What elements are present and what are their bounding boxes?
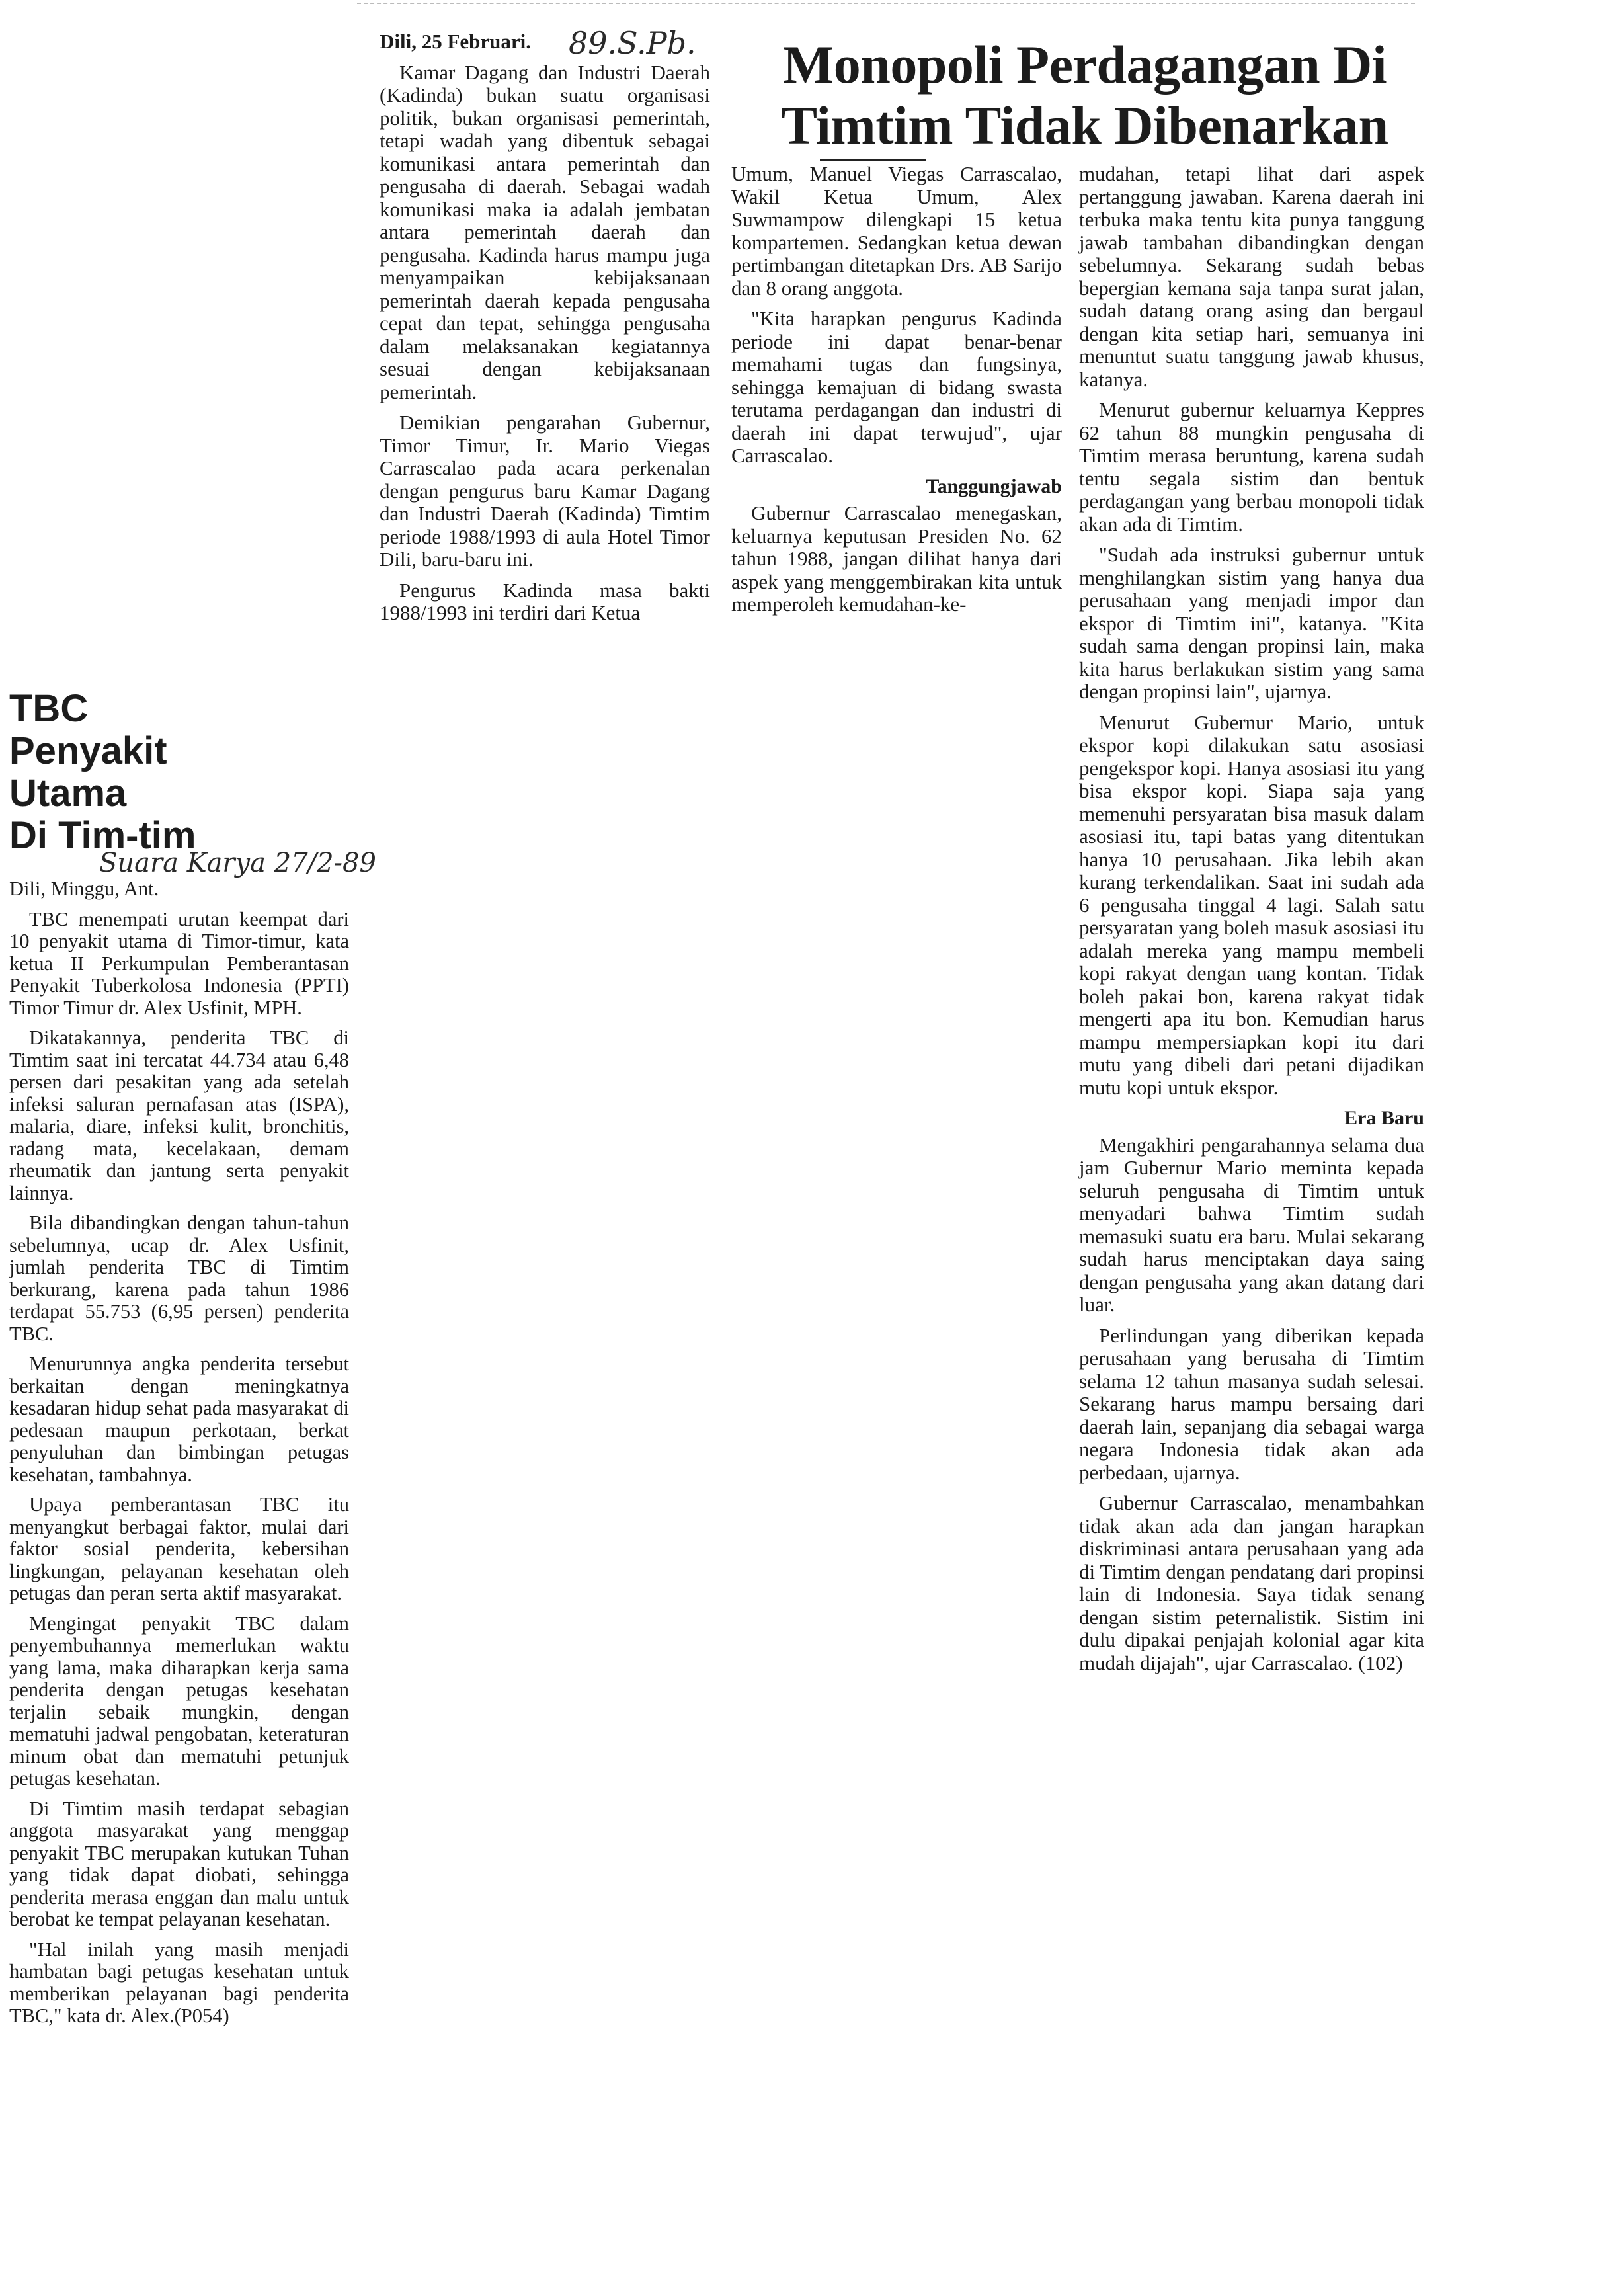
scan-edge [357, 3, 1415, 4]
paragraph: Menurut gubernur keluarnya Keppres 62 tahun 88 mungkin pengusaha di Timtim merasa beruntung, karena sudah tentu segala sistim dan bentuk perdagangan yang berbau monopoli tidak akan ada di Timtim. [1079, 398, 1424, 536]
paragraph: Perlindungan yang diberikan kepada perusahaan yang berusaha di Timtim selama 12 tahun masanya sudah selesai. Sekarang harus mampu bersaing dari daerah lain, sepanjang dia sebagai warga negara Indonesia tidak akan ada perbedaan, ujarnya. [1079, 1323, 1424, 1484]
main-article-column-3 [1079, 163, 1424, 1682]
headline-rule [820, 159, 926, 161]
main-article-column-1 [380, 30, 710, 633]
paragraph: Gubernur Carrascalao menegaskan, keluarnya keputusan Presiden No. 62 tahun 1988, jangan dilihat hanya dari aspek yang menggembirakan kita untuk memperoleh kemudahan-ke- [731, 501, 1062, 616]
side-dateline: Dili, Minggu, Ant. [9, 878, 159, 900]
paragraph: Bila dibandingkan dengan tahun-tahun sebelumnya, ucap dr. Alex Usfinit, jumlah penderita TBC di Timtim berkurang, karena pada tahun 1986 terdapat 55.753 (6,95 persen) penderita TBC. [9, 1211, 349, 1345]
paragraph: "Kita harapkan pengurus Kadinda periode ini dapat benar-benar memahami tugas dan fungsinya, sehingga kemajuan di bidang swasta terutama perdagangan dan industri di daerah ini dapat terwujud", ujar Carrascalao. [731, 307, 1062, 467]
paragraph: Menurunnya angka penderita tersebut berkaitan dengan meningkatnya kesadaran hidup sehat pada masyarakat di pedesaan maupun perkotaan, berkat penyuluhan dan bimbingan petugas kesehatan, tambahnya. [9, 1352, 349, 1486]
side-headline-line: Penyakit [9, 729, 167, 772]
paragraph: Mengingat penyakit TBC dalam penyembuhannya memerlukan waktu yang lama, maka diharapkan kerja sama penderita dengan petugas kesehatan terjalin sebaik mungkin, dengan mematuhi jadwal pengobatan, keteraturan minum obat dan mematuhi petunjuk petugas kesehatan. [9, 1612, 349, 1789]
side-handwritten-note: Suara Karya 27/2-89 [99, 848, 376, 878]
side-headline [9, 688, 227, 857]
subhead: Tanggungjawab [926, 475, 1062, 497]
paragraph: Gubernur Carrascalao, menambahkan tidak akan ada dan jangan harapkan diskriminasi antara perusahaan yang ada di Timtim dengan pendatang dari propinsi lain di Indonesia. Saya tidak senang dengan sistim peternalistik. Sistim ini dulu dipakai penjajah kolonial agar kita mudah dijajah", ujar Carrascalao. (102) [1079, 1491, 1424, 1674]
main-handwritten-note: 89.S.Pb. [569, 25, 696, 61]
paragraph: "Hal inilah yang masih menjadi hambatan bagi petugas kesehatan untuk memberikan pelayanan bagi penderita TBC," kata dr. Alex.(P054) [9, 1938, 349, 2027]
paragraph: Kamar Dagang dan Industri Daerah (Kadinda) bukan suatu organisasi politik, bukan organisasi pemerintah, tetapi wadah yang dibentuk sebagai komunikasi antara pemerintah dan pengusaha di daerah. Sebagai wadah komunikasi maka ia adalah jembatan antara pemerintah daerah dan pengusaha. Kadinda harus mampu juga menyampaikan kebijaksanaan pemerintah daerah kepada pengusaha cepat dan tepat, sehingga pengusaha dalam melaksanakan kegiatannya sesuai dengan kebijaksanaan pemerintah. [380, 60, 710, 403]
main-article-column-2 [731, 163, 1062, 624]
paragraph: TBC menempati urutan keempat dari 10 penyakit utama di Timor-timur, kata ketua II Perkumpulan Pemberantasan Penyakit Tuberkolosa Indonesia (PPTI) Timor Timur dr. Alex Usfinit, MPH. [9, 907, 349, 1019]
subhead: Era Baru [1344, 1107, 1424, 1129]
side-headline-line: Di Tim-tim [9, 814, 196, 857]
paragraph: Pengurus Kadinda masa bakti 1988/1993 ini terdiri dari Ketua [380, 578, 710, 624]
paragraph: Menurut Gubernur Mario, untuk ekspor kopi dilakukan satu asosiasi pengekspor kopi. Hanya asosiasi itu yang bisa ekspor kopi. Siapa saja yang memenuhi persyaratan bisa masuk dalam asosiasi itu, tapi batas yang ditentukan hanya 10 perusahaan. Jika lebih akan kurang terkendalikan. Saat ini sudah ada 6 pengusaha tinggal 4 lagi. Salah satu persyaratan yang boleh masuk asosiasi itu adalah mereka yang mampu membeli kopi rakyat dengan uang kontan. Tidak boleh pakai bon, karena rakyat tidak mengerti apa itu bon. Kemudian harus mampu mempersiapkan kopi itu dari mutu yang dibeli dari petani dijadikan mutu kopi untuk ekspor. [1079, 710, 1424, 1099]
side-headline-line: TBC [9, 687, 89, 730]
paragraph: Demikian pengarahan Gubernur, Timor Timur, Ir. Mario Viegas Carrascalao pada acara perkenalan dengan pengurus baru Kamar Dagang dan Industri Daerah (Kadinda) Timtim periode 1988/1993 di aula Hotel Timor Dili, baru-baru ini. [380, 411, 710, 571]
paragraph: "Sudah ada instruksi gubernur untuk menghilangkan sistim yang hanya dua perusahaan yang menjadi impor dan ekspor di Timtim ini", katanya. "Kita sudah sama dengan propinsi lain, maka kita harus berlakukan sistim yang sama dengan propinsi lain", ujarnya. [1079, 543, 1424, 703]
main-dateline: Dili, 25 Februari. [380, 30, 532, 53]
side-headline-line: Utama [9, 772, 127, 815]
paragraph: Dikatakannya, penderita TBC di Timtim saat ini tercatat 44.734 atau 6,48 persen dari pesakitan yang ada setelah infeksi saluran pernafasan atas (ISPA), malaria, diare, infeksi kulit, bronchitis, radang mata, kecelakaan, demam rheumatik dan jantung serta penyakit lainnya. [9, 1026, 349, 1204]
main-headline: Monopoli Perdagangan Di Timtim Tidak Dibenarkan [781, 34, 1388, 155]
paragraph: Di Timtim masih terdapat sebagian anggota masyarakat yang menggap penyakit TBC merupakan kutukan Tuhan yang tidak dapat diobati, sehingga penderita merasa enggan dan malu untuk berobat ke tempat pelayanan kesehatan. [9, 1797, 349, 1930]
paragraph: mudahan, tetapi lihat dari aspek pertanggung jawaban. Karena daerah ini terbuka maka tentu kita punya tanggung jawab tambahan dibandingkan dengan sebelumnya. Sekarang sudah bebas bepergian kemana saja tanpa surat jalan, sudah datang orang asing dan bergaul dengan kita setiap hari, semuanya ini menuntut suatu tanggung jawab khusus, katanya. [1079, 162, 1424, 391]
paragraph: Umum, Manuel Viegas Carrascalao, Wakil Ketua Umum, Alex Suwmampow dilengkapi 15 ketua kompartemen. Sedangkan ketua dewan pertimbangan ditetapkan Drs. AB Sarijo dan 8 orang anggota. [731, 162, 1062, 300]
side-article-column [9, 878, 349, 2035]
paragraph: Mengakhiri pengarahannya selama dua jam Gubernur Mario meminta kepada seluruh pengusaha di Timtim untuk menyadari bahwa Timtim sudah memasuki suatu era baru. Mulai sekarang sudah harus menciptakan daya saing dengan pengusaha yang akan datang dari luar. [1079, 1133, 1424, 1316]
paragraph: Upaya pemberantasan TBC itu menyangkut berbagai faktor, mulai dari faktor sosial penderita, kebersihan lingkungan, pelayanan kesehatan oleh petugas dan peran serta aktif masyarakat. [9, 1493, 349, 1604]
